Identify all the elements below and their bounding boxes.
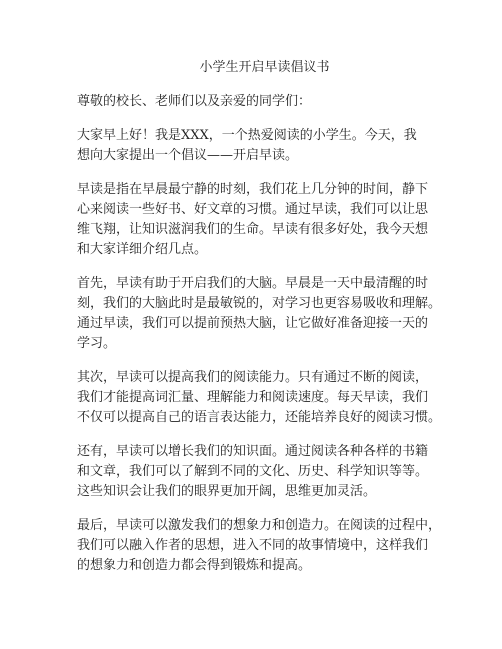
paragraph-line: 和大家详细介绍几点。 [77,242,208,257]
paragraph-line: 刻，我们的大脑此时是最敏锐的，对学习也更容易吸收和理解。 [77,296,442,311]
paragraph-line: 这些知识会让我们的眼界更加开阔，思维更加灵活。 [77,484,377,499]
paragraph-line: 我们才能提高词汇量、理解能力和阅读速度。每天早读，我们 [77,390,429,405]
paragraph-line: 其次，早读可以提高我们的阅读能力。只有通过不断的阅读， [77,370,429,385]
paragraph-line: 早读是指在早晨最宁静的时刻，我们花上几分钟的时间，静下 [77,182,429,197]
paragraph-4 [77,368,442,428]
paragraph-2 [77,180,442,260]
greeting-line: 尊敬的校长、老师们以及亲爱的同学们： [77,94,312,109]
paragraph-line: 和文章，我们可以了解到不同的文化、历史、科学知识等等。 [77,464,429,479]
paragraph-line: 想向大家提出一个倡议——开启早读。 [77,148,299,163]
paragraph-3 [77,274,442,354]
paragraph-line: 最后，早读可以激发我们的想象力和创造力。在阅读的过程中， [77,518,442,533]
paragraph-1 [77,126,442,166]
paragraph-line: 不仅可以提高自己的语言表达能力，还能培养良好的阅读习惯。 [77,410,442,425]
paragraph-line: 学习。 [77,336,117,351]
paragraph-line: 我们可以融入作者的思想，进入不同的故事情境中，这样我们 [77,538,429,553]
paragraph-6 [77,516,442,576]
paragraph-line: 大家早上好！我是XXX，一个热爱阅读的小学生。今天，我 [77,128,417,143]
paragraph-line: 的想象力和创造力都会得到锻炼和提高。 [77,558,312,573]
paragraph-line: 心来阅读一些好书、好文章的习惯。通过早读，我们可以让思 [77,202,429,217]
paragraph-line: 维飞翔，让知识滋润我们的生命。早读有很多好处，我今天想 [77,222,429,237]
paragraph-line: 还有，早读可以增长我们的知识面。通过阅读各种各样的书籍 [77,444,429,459]
document-title: 小学生开启早读倡议书 [199,60,330,75]
paragraph-line: 首先，早读有助于开启我们的大脑。早晨是一天中最清醒的时 [77,276,429,291]
paragraph-5 [77,442,442,502]
paragraph-line: 通过早读，我们可以提前预热大脑，让它做好准备迎接一天的 [77,316,429,331]
